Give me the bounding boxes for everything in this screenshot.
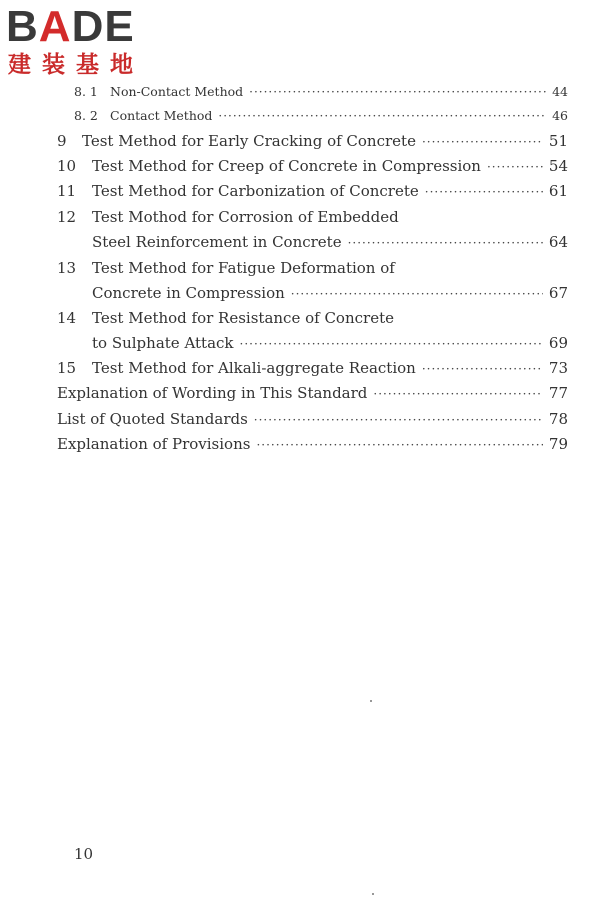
toc-entry-title: Explanation of Provisions [57, 435, 251, 453]
toc-entry-title-line2: Steel Reinforcement in Concrete [92, 233, 342, 251]
toc-entry-page: 51 [548, 132, 568, 150]
toc-leader-dots [291, 287, 543, 301]
toc-entry-page: 69 [548, 334, 568, 352]
toc-leader-dots [422, 362, 543, 376]
toc-entry-title: Test Method for Creep of Concrete in Compression [92, 157, 481, 175]
toc-entry-number: 8. 1 [74, 84, 98, 99]
toc-entry[interactable] [57, 435, 568, 453]
toc-entry-page: 67 [548, 284, 568, 302]
toc-entry-continuation[interactable] [92, 284, 568, 302]
logo-brand: BADE [6, 2, 135, 51]
toc-entry-number: 8. 2 [74, 108, 98, 123]
toc-entry-title: Contact Method [110, 108, 213, 123]
toc-entry-multiline[interactable] [57, 259, 395, 277]
toc-entry-number: 9 [57, 132, 67, 150]
toc-entry-title-line2: Concrete in Compression [92, 284, 285, 302]
scan-speck [370, 700, 372, 702]
toc-leader-dots [487, 160, 543, 174]
toc-entry-page: 64 [548, 233, 568, 251]
toc-entry-page: 61 [548, 182, 568, 200]
toc-leader-dots [254, 413, 543, 427]
toc-entry[interactable] [57, 384, 568, 402]
toc-entry[interactable] [74, 84, 568, 99]
toc-entry[interactable] [74, 108, 568, 123]
toc-entry[interactable] [57, 132, 568, 150]
toc-entry-page: 78 [548, 410, 568, 428]
toc-entry-title: Test Method for Alkali-aggregate Reaction [92, 359, 416, 377]
toc-entry[interactable] [57, 359, 568, 377]
toc-entry-number: 14 [57, 309, 77, 327]
logo-chinese-text: 建装基地 [8, 52, 144, 78]
toc-entry-title: Test Method for Early Cracking of Concrete [82, 132, 416, 150]
toc-entry-number: 11 [57, 182, 77, 200]
toc-entry-number: 13 [57, 259, 77, 277]
toc-entry-title-line2: to Sulphate Attack [92, 334, 234, 352]
toc-leader-dots [425, 185, 543, 199]
toc-entry-multiline[interactable] [57, 208, 399, 226]
toc-entry[interactable] [57, 182, 568, 200]
toc-entry-page: 79 [548, 435, 568, 453]
toc-entry-title: Non-Contact Method [110, 84, 244, 99]
toc-leader-dots [218, 109, 546, 123]
bade-logo [6, 2, 186, 84]
scan-speck [372, 893, 374, 895]
toc-leader-dots [348, 236, 543, 250]
toc-entry-page: 46 [552, 108, 568, 123]
toc-entry[interactable] [57, 157, 568, 175]
toc-entry-continuation[interactable] [92, 233, 568, 251]
toc-entry-title: Explanation of Wording in This Standard [57, 384, 368, 402]
toc-entry-title: List of Quoted Standards [57, 410, 248, 428]
toc-entry-page: 73 [548, 359, 568, 377]
toc-entry-page: 54 [548, 157, 568, 175]
toc-entry-title-line1: Test Method for Resistance of Concrete [92, 309, 394, 327]
toc-entry-title: Test Method for Carbonization of Concrete [92, 182, 419, 200]
toc-entry-multiline[interactable] [57, 309, 394, 327]
toc-leader-dots [240, 337, 543, 351]
toc-entry-page: 77 [548, 384, 568, 402]
toc-leader-dots [373, 387, 543, 401]
toc-entry-number: 15 [57, 359, 77, 377]
toc-leader-dots [256, 438, 542, 452]
toc-entry-number: 10 [57, 157, 77, 175]
toc-entry-continuation[interactable] [92, 334, 568, 352]
toc-entry-title-line1: Test Mothod for Corrosion of Embedded [92, 208, 399, 226]
toc-entry[interactable] [57, 410, 568, 428]
toc-entry-title-line1: Test Method for Fatigue Deformation of [92, 259, 395, 277]
toc-entry-number: 12 [57, 208, 77, 226]
toc-entry-page: 44 [552, 84, 568, 99]
toc-leader-dots [422, 135, 543, 149]
toc-leader-dots [249, 85, 546, 99]
page-number: 10 [74, 845, 94, 863]
